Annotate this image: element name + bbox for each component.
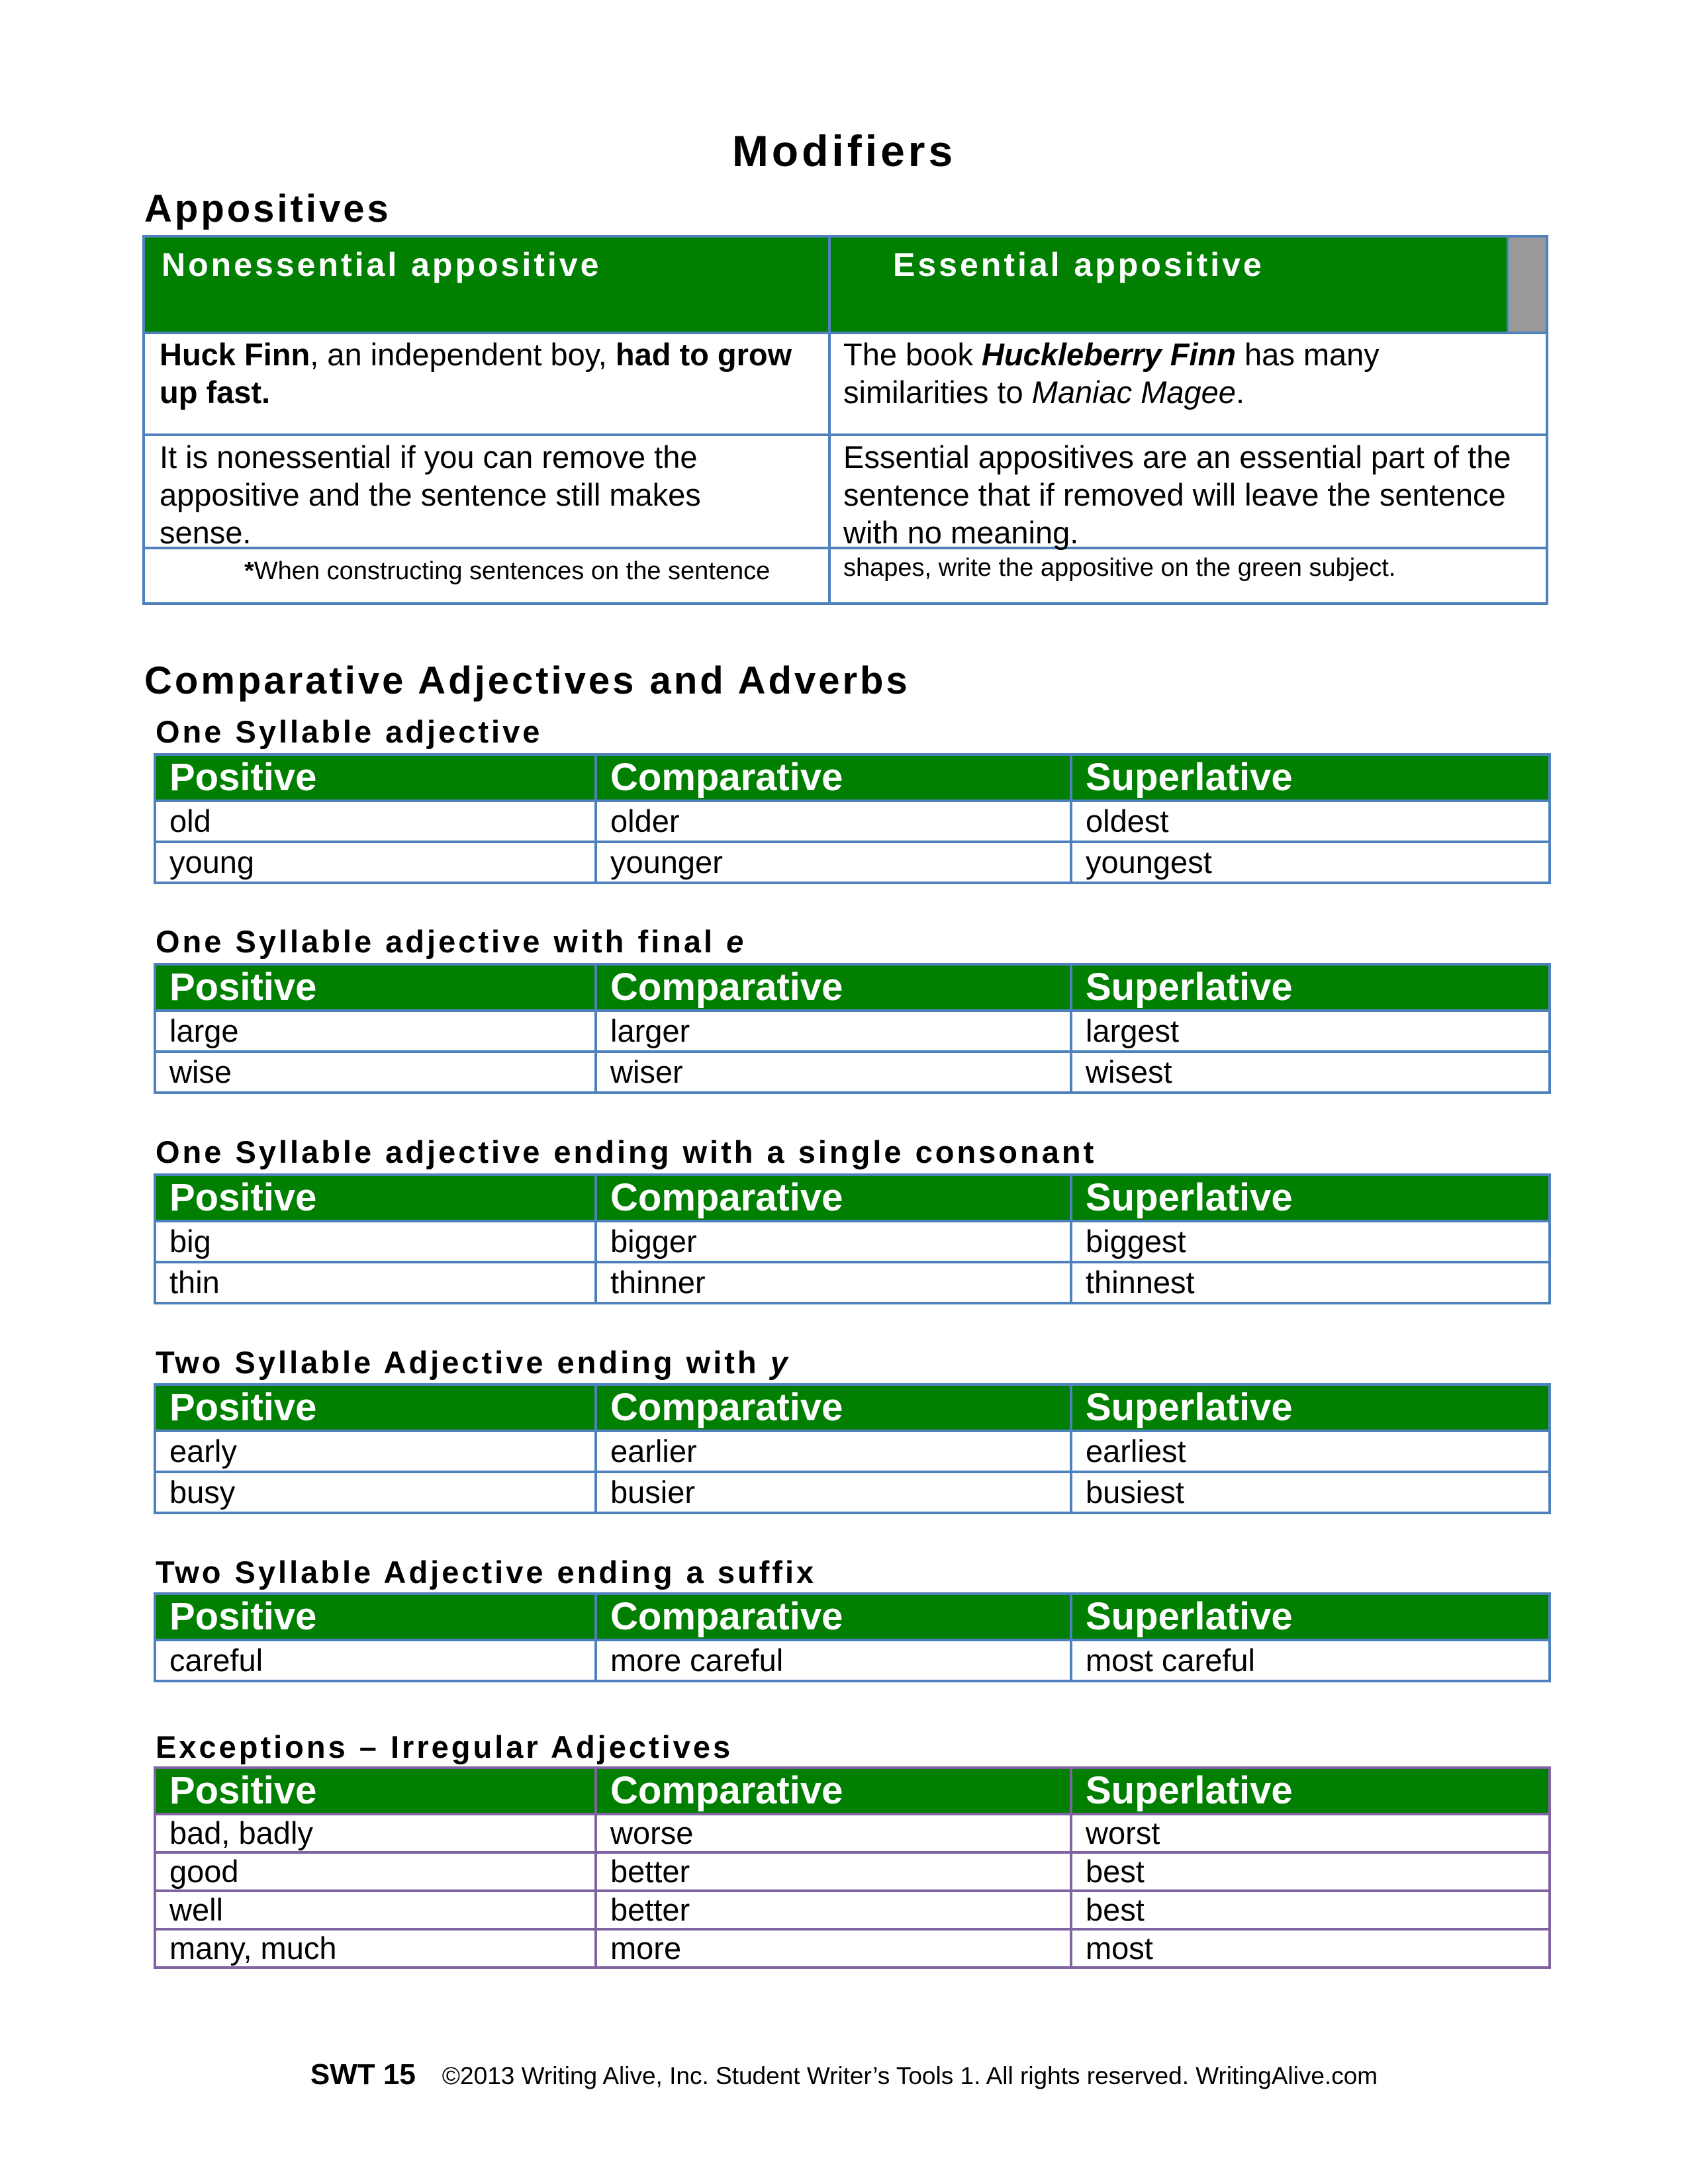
header-superlative: Superlative [1071,754,1550,801]
row-divider [145,433,1546,436]
group-title [156,1344,790,1381]
table-row [155,842,1550,883]
table-header-row [155,964,1550,1011]
cell-superlative: most [1071,1929,1550,1968]
cell-superlative: biggest [1071,1221,1550,1262]
table-row [155,1431,1550,1472]
footer-code: SWT 15 [310,2058,416,2091]
example-subject: Huck Finn [160,337,310,372]
table-header-row [155,1594,1550,1640]
group-title-emphasis: y [770,1345,790,1380]
group-title-text: One Syllable adjective with final [156,924,727,959]
header-comparative: Comparative [596,754,1071,801]
cell-positive: early [155,1431,596,1472]
page-title: Modifiers [731,126,957,175]
group-title [156,1134,1096,1170]
nonessential-header: Nonessential appositive [162,246,602,283]
cell-comparative: larger [596,1011,1071,1052]
cell-comparative: busier [596,1472,1071,1513]
header-positive: Positive [155,1385,596,1431]
table-row [155,1891,1550,1929]
cell-positive: well [155,1891,596,1929]
cell-superlative: largest [1071,1011,1550,1052]
table-header-row [155,1175,1550,1221]
adjective-table [154,1592,1551,1682]
cell-superlative: best [1071,1891,1550,1929]
header-comparative: Comparative [596,964,1071,1011]
note-asterisk: * [244,557,254,585]
table-row [155,801,1550,842]
cell-comparative: more careful [596,1640,1071,1681]
group-title-text: Two Syllable Adjective ending a suffix [156,1555,817,1590]
group-title-text: One Syllable adjective [156,714,543,749]
group-title-text: One Syllable adjective ending with a single consonant [156,1134,1097,1169]
cell-comparative: worse [596,1814,1071,1852]
cell-superlative: best [1071,1852,1550,1891]
table-row [155,1221,1550,1262]
cell-positive: thin [155,1262,596,1303]
appositives-table [142,235,1548,605]
header-superlative: Superlative [1071,964,1550,1011]
cell-superlative: oldest [1071,801,1550,842]
table-row [155,1852,1550,1891]
adjective-table [154,1766,1551,1969]
table-row [155,1640,1550,1681]
cell-comparative: more [596,1929,1071,1968]
essential-header: Essential appositive [893,246,1264,283]
table-row [155,1262,1550,1303]
example-italic-title: Maniac Magee [1031,375,1236,410]
cell-superlative: worst [1071,1814,1550,1852]
cell-comparative: older [596,801,1071,842]
construction-note-left [244,557,770,586]
example-mid: has many similarities to [843,337,1380,410]
cell-positive: old [155,801,596,842]
comparatives-heading: Comparative Adjectives and Adverbs [144,659,910,702]
table-row [155,1011,1550,1052]
table-row [155,1814,1550,1852]
cell-superlative: busiest [1071,1472,1550,1513]
essential-description: Essential appositives are an essential part of the sentence that if removed will leave the sentence with no meaning. [843,439,1511,550]
table-header-row [155,1385,1550,1431]
header-positive: Positive [155,754,596,801]
example-predicate: had to grow up fast. [160,337,792,410]
cell-superlative: earliest [1071,1431,1550,1472]
adjective-table [154,753,1551,884]
cell-positive: busy [155,1472,596,1513]
appositives-heading: Appositives [144,187,391,230]
example-book-title: Huckleberry Finn [982,337,1236,372]
header-superlative: Superlative [1071,1594,1550,1640]
cell-comparative: better [596,1891,1071,1929]
cell-comparative: wiser [596,1052,1071,1093]
table-row [155,1052,1550,1093]
cell-positive: careful [155,1640,596,1681]
essential-example [843,336,1532,411]
cell-comparative: younger [596,842,1071,883]
example-pre: The book [843,337,982,372]
cell-positive: big [155,1221,596,1262]
group-title-text: Exceptions – Irregular Adjectives [156,1729,733,1764]
header-superlative: Superlative [1071,1385,1550,1431]
group-title [156,713,542,750]
header-positive: Positive [155,1175,596,1221]
footer [0,2058,1688,2091]
cell-comparative: better [596,1852,1071,1891]
header-positive: Positive [155,1768,596,1814]
cell-superlative: thinnest [1071,1262,1550,1303]
cell-positive: bad, badly [155,1814,596,1852]
construction-note-right: shapes, write the appositive on the green subject. [843,554,1396,582]
cell-comparative: earlier [596,1431,1071,1472]
cell-positive: large [155,1011,596,1052]
header-positive: Positive [155,1594,596,1640]
nonessential-example [160,336,795,411]
example-appositive: , an independent boy, [310,337,616,372]
group-title-emphasis: e [726,924,747,959]
nonessential-description: It is nonessential if you can remove the appositive and the sentence still makes sense. [160,439,701,550]
table-row [155,1472,1550,1513]
adjective-table [154,963,1551,1094]
header-comparative: Comparative [596,1594,1071,1640]
example-post: . [1235,375,1245,410]
cell-positive: good [155,1852,596,1891]
group-title [156,923,746,960]
footer-copyright: ©2013 Writing Alive, Inc. Student Writer’s Tools 1. All rights reserved. WritingAlive.com [442,2062,1378,2089]
cell-superlative: most careful [1071,1640,1550,1681]
header-comparative: Comparative [596,1385,1071,1431]
table-row [155,1929,1550,1968]
header-comparative: Comparative [596,1768,1071,1814]
group-title [156,1554,816,1590]
table-header-row [155,754,1550,801]
adjective-table [154,1173,1551,1304]
cell-positive: many, much [155,1929,596,1968]
cell-superlative: wisest [1071,1052,1550,1093]
header-superlative: Superlative [1071,1768,1550,1814]
adjective-table [154,1383,1551,1514]
group-title-text: Two Syllable Adjective ending with [156,1345,771,1380]
cell-superlative: youngest [1071,842,1550,883]
header-gray-strip [1507,238,1546,332]
cell-comparative: bigger [596,1221,1071,1262]
row-divider [145,332,1546,334]
note-left-text: When constructing sentences on the sentence [254,557,771,585]
header-positive: Positive [155,964,596,1011]
cell-positive: young [155,842,596,883]
table-header-row [155,1768,1550,1814]
group-title [156,1729,733,1765]
header-comparative: Comparative [596,1175,1071,1221]
cell-comparative: thinner [596,1262,1071,1303]
header-superlative: Superlative [1071,1175,1550,1221]
cell-positive: wise [155,1052,596,1093]
